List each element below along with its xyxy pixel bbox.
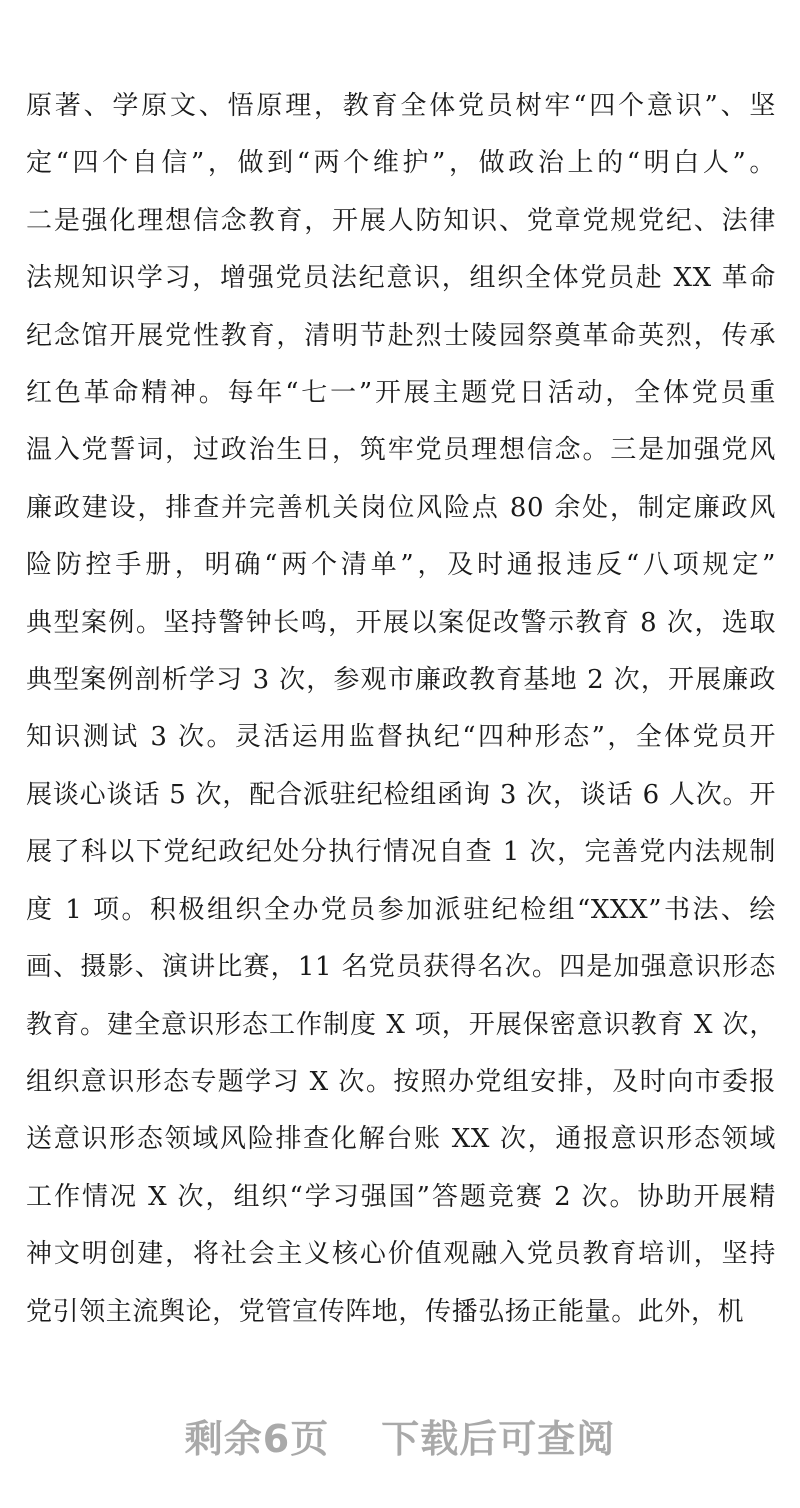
text-line: 典型案例。坚持警钟长鸣，开展以案促改警示教育 8 次，选取 — [26, 607, 776, 638]
text-line: 党引领主流舆论，党管宣传阵地，传播弘扬正能量。此外，机 — [26, 1296, 745, 1327]
text-line: 画、摄影、演讲比赛，11 名党员获得名次。四是加强意识形态 — [26, 952, 776, 983]
text-line: 知识测试 3 次。灵活运用监督执纪“四种形态”，全体党员开 — [26, 722, 776, 753]
text-line: 二是强化理想信念教育，开展人防知识、党章党规党纪、法律 — [26, 205, 776, 236]
text-line: 典型案例剖析学习 3 次，参观市廉政教育基地 2 次，开展廉政 — [26, 665, 776, 696]
download-hint-label: 下载后可查阅 — [381, 1416, 616, 1461]
text-line: 纪念馆开展党性教育，清明节赴烈士陵园祭奠革命英烈，传承 — [26, 320, 776, 351]
text-line: 红色革命精神。每年“七一”开展主题党日活动，全体党员重 — [26, 378, 776, 409]
text-line: 组织意识形态专题学习 X 次。按照办党组安排，及时向市委报 — [26, 1066, 776, 1097]
text-line: 展了科以下党纪政纪处分执行情况自查 1 次，完善党内法规制 — [26, 837, 776, 868]
text-line: 教育。建全意识形态工作制度 X 项，开展保密意识教育 X 次， — [26, 1009, 776, 1040]
download-prompt-banner[interactable] — [0, 1400, 800, 1470]
text-line: 法规知识学习，增强党员法纪意识，组织全体党员赴 XX 革命 — [26, 263, 776, 294]
text-line: 廉政建设，排查并完善机关岗位风险点 80 余处，制定廉政风 — [26, 492, 776, 523]
text-line: 险防控手册，明确“两个清单”，及时通报违反“八项规定” — [26, 550, 776, 581]
body-paragraph — [26, 78, 776, 1341]
text-line: 神文明创建，将社会主义核心价值观融入党员教育培训，坚持 — [26, 1239, 776, 1270]
text-line: 度 1 项。积极组织全办党员参加派驻纪检组“XXX”书法、绘 — [26, 894, 776, 925]
text-line: 温入党誓词，过政治生日，筑牢党员理想信念。三是加强党风 — [26, 435, 776, 466]
text-line: 原著、学原文、悟原理，教育全体党员树牢“四个意识”、坚 — [26, 91, 776, 121]
text-line: 工作情况 X 次，组织“学习强国”答题竞赛 2 次。协助开展精 — [26, 1181, 776, 1212]
text-line: 送意识形态领域风险排查化解台账 XX 次，通报意识形态领域 — [26, 1124, 776, 1155]
text-line: 展谈心谈话 5 次，配合派驻纪检组函询 3 次，谈话 6 人次。开 — [26, 779, 776, 810]
text-line: 定“四个自信”，做到“两个维护”，做政治上的“明白人”。 — [26, 148, 776, 179]
remaining-pages-label: 剩余6页 — [184, 1416, 330, 1461]
